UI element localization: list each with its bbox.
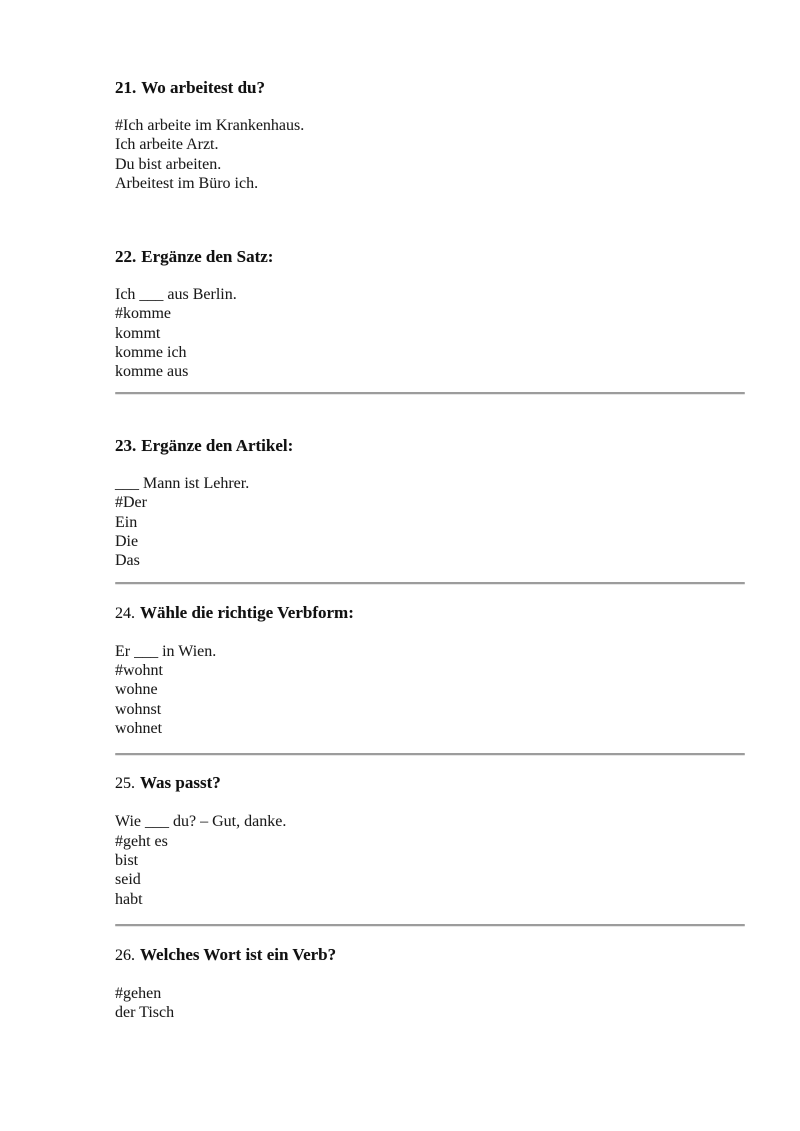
- answer-option: komme aus: [115, 363, 189, 381]
- question-26-heading: [115, 945, 745, 965]
- question-21-number: 21.: [115, 78, 137, 97]
- question-24-answers: [115, 642, 745, 738]
- answer-option: komme ich: [115, 343, 187, 361]
- answer-option: #komme: [115, 305, 171, 323]
- question-24-stem: Er ___ in Wien.: [115, 642, 217, 660]
- question-21-title: Wo arbeitest du?: [141, 78, 265, 97]
- question-24-number: 24.: [115, 604, 135, 622]
- answer-option: seid: [115, 871, 141, 889]
- question-22: [115, 247, 745, 381]
- answer-option: wohne: [115, 681, 158, 699]
- question-26-title: Welches Wort ist ein Verb?: [140, 944, 337, 964]
- answer-option: Ein: [115, 513, 138, 531]
- question-22-answers: [115, 285, 745, 381]
- answer-option: habt: [115, 890, 143, 908]
- question-24: [115, 603, 745, 738]
- question-25-answers: [115, 812, 745, 908]
- question-21: [115, 78, 745, 193]
- answer-option: Ich arbeite Arzt.: [115, 136, 219, 154]
- question-22-number: 22.: [115, 246, 137, 266]
- question-25-stem: Wie ___ du? – Gut, danke.: [115, 813, 287, 831]
- answer-option: Die: [115, 532, 139, 550]
- answer-option: der Tisch: [115, 1004, 175, 1022]
- question-23-answers: [115, 474, 745, 570]
- section-divider: [115, 753, 745, 755]
- answer-option: Arbeitest im Büro ich.: [115, 174, 259, 192]
- answer-option: Du bist arbeiten.: [115, 155, 222, 173]
- question-25-number: 25.: [115, 775, 135, 793]
- answer-option: wohnet: [115, 720, 163, 738]
- question-26-number: 26.: [115, 946, 135, 964]
- answer-option: #gehen: [115, 984, 162, 1002]
- question-26-answers: [115, 984, 745, 1023]
- answer-option: #Ich arbeite im Krankenhaus.: [115, 116, 305, 134]
- question-22-title: Ergänze den Satz:: [141, 246, 274, 266]
- question-21-heading: [115, 78, 745, 97]
- question-24-title: Wähle die richtige Verbform:: [140, 602, 354, 622]
- question-23-heading: [115, 436, 745, 455]
- answer-option: Das: [115, 552, 140, 570]
- section-divider: [115, 392, 745, 394]
- question-22-stem: Ich ___ aus Berlin.: [115, 285, 237, 303]
- question-25-heading: [115, 773, 745, 793]
- answer-option: #Der: [115, 494, 147, 512]
- question-21-answers: [115, 116, 745, 193]
- answer-option: #wohnt: [115, 662, 163, 680]
- section-divider: [115, 924, 745, 926]
- question-23-title: Ergänze den Artikel:: [141, 435, 294, 455]
- question-24-heading: [115, 603, 745, 623]
- answer-option: #geht es: [115, 832, 168, 850]
- question-22-heading: [115, 247, 745, 266]
- question-23-number: 23.: [115, 435, 137, 455]
- answer-option: kommt: [115, 324, 161, 342]
- question-25-title: Was passt?: [140, 773, 221, 793]
- answer-option: bist: [115, 851, 139, 869]
- question-23: [115, 436, 745, 570]
- section-divider: [115, 582, 745, 584]
- answer-option: wohnst: [115, 700, 162, 718]
- question-25: [115, 773, 745, 908]
- question-23-stem: ___ Mann ist Lehrer.: [115, 474, 250, 492]
- question-26: [115, 945, 745, 1023]
